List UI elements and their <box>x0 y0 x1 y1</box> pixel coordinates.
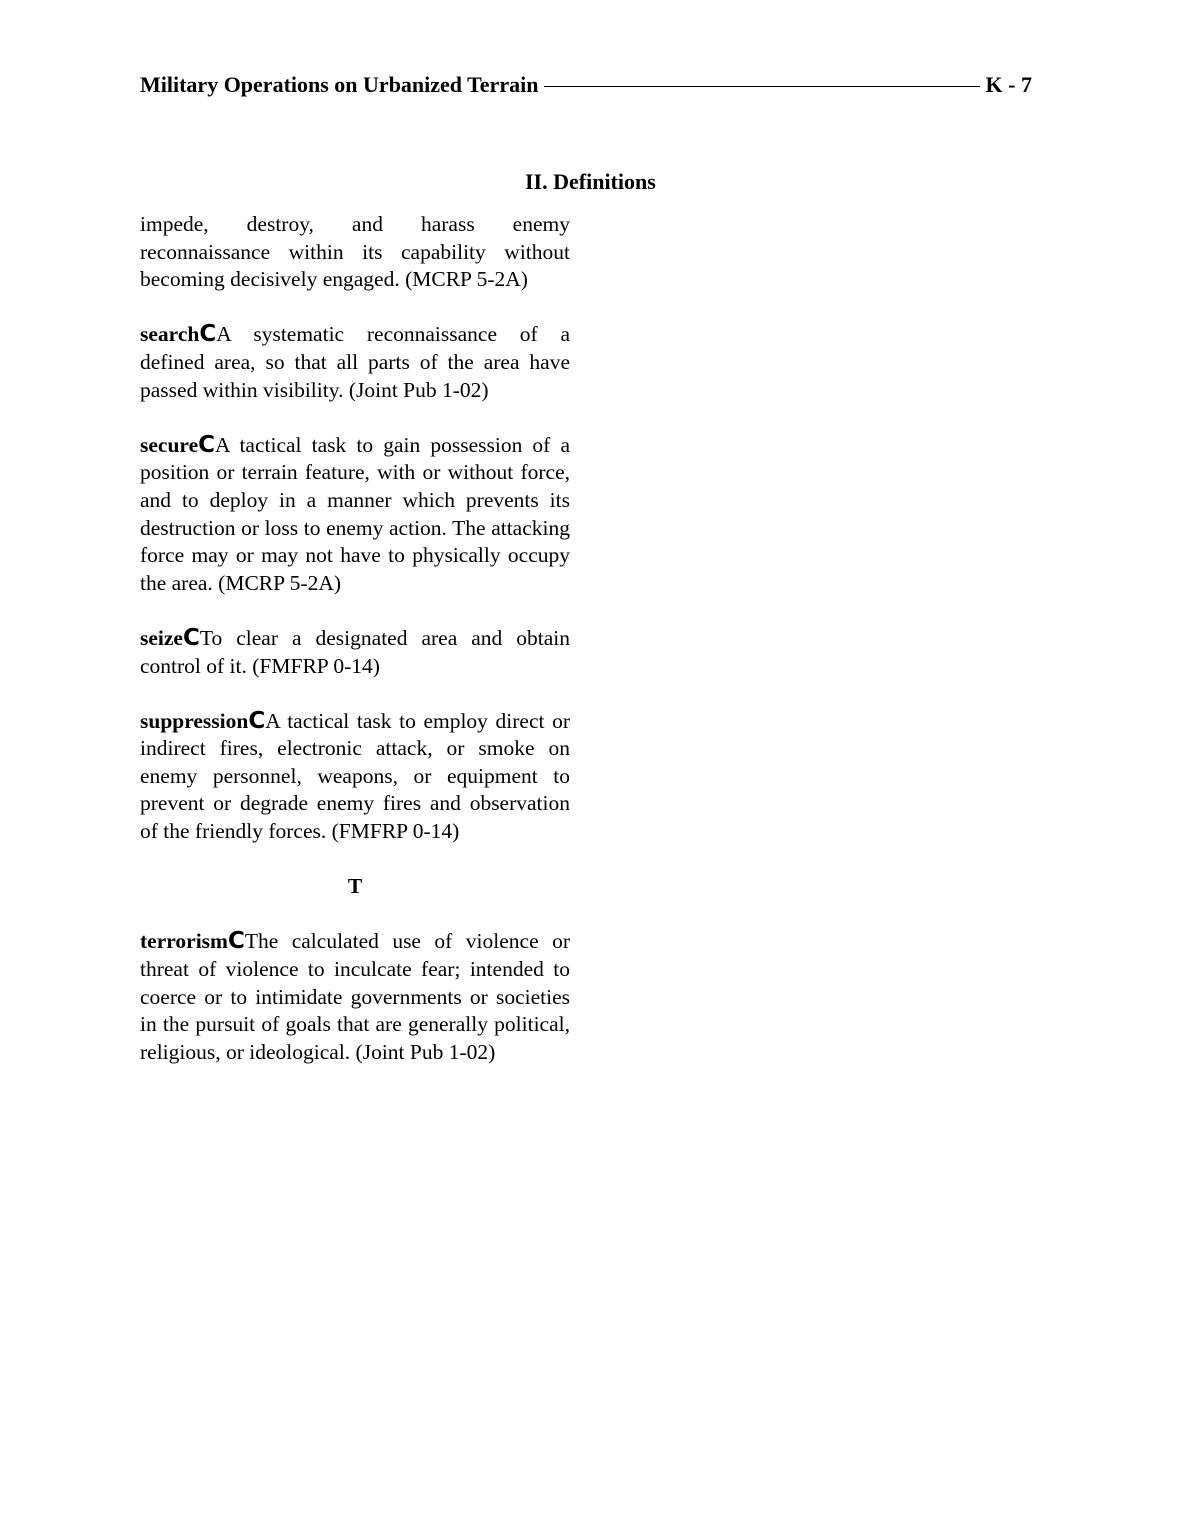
definition-text: impede, destroy, and harass enemy reconnaissance within its capability without becoming decisively engaged. (MCRP 5-2A) <box>140 212 570 292</box>
definition-term: seize <box>140 625 183 650</box>
definition-text: To clear a designated area and obtain control of it. (FMFRP 0-14) <box>140 625 570 678</box>
definition-text: A tactical task to employ direct or indirect fires, electronic attack, or smoke on enemy personnel, weapons, or equipment to prevent or degrade enemy fires and observation of the friendly forces. (FMFRP 0-14) <box>140 708 570 844</box>
term-separator: C <box>198 431 215 458</box>
definition-text: A tactical task to gain possession of a position or terrain feature, with or without force, and to deploy in a manner which prevents its destruction or loss to enemy action. The attacking force may or may not have to physically occupy the area. (MCRP 5-2A) <box>140 432 570 595</box>
definition-text: A systematic reconnaissance of a defined area, so that all parts of the area have passed within visibility. (Joint Pub 1-02) <box>140 322 570 402</box>
definition-entry-continued <box>140 211 570 294</box>
term-separator: C <box>227 928 245 955</box>
definition-entry-search <box>140 321 570 404</box>
definition-term: terrorism <box>140 929 228 954</box>
definition-entry-terrorism <box>140 928 570 1066</box>
definition-entry-secure <box>140 432 570 598</box>
header-title: Military Operations on Urbanized Terrain <box>140 72 539 97</box>
term-separator: C <box>182 624 200 651</box>
term-separator: C <box>248 707 266 734</box>
page-number: K - 7 <box>985 72 1032 97</box>
definition-entry-suppression <box>140 708 570 846</box>
definition-term: search <box>140 322 200 347</box>
definition-term: suppression <box>140 708 249 733</box>
definitions-column <box>140 211 570 1094</box>
section-heading: II. Definitions <box>525 169 656 194</box>
term-separator: C <box>199 321 217 348</box>
running-header <box>140 70 1032 100</box>
definition-term: secure <box>140 432 199 457</box>
definition-text: The calculated use of violence or threat of violence to inculcate fear; intended to coerce or to intimidate governments or societies in the pursuit of goals that are generally political, religious, or ideological. (Joint Pub 1-02) <box>140 929 570 1064</box>
letter-heading: T <box>347 874 363 899</box>
definition-entry-seize <box>140 625 570 680</box>
header-rule <box>544 86 979 87</box>
